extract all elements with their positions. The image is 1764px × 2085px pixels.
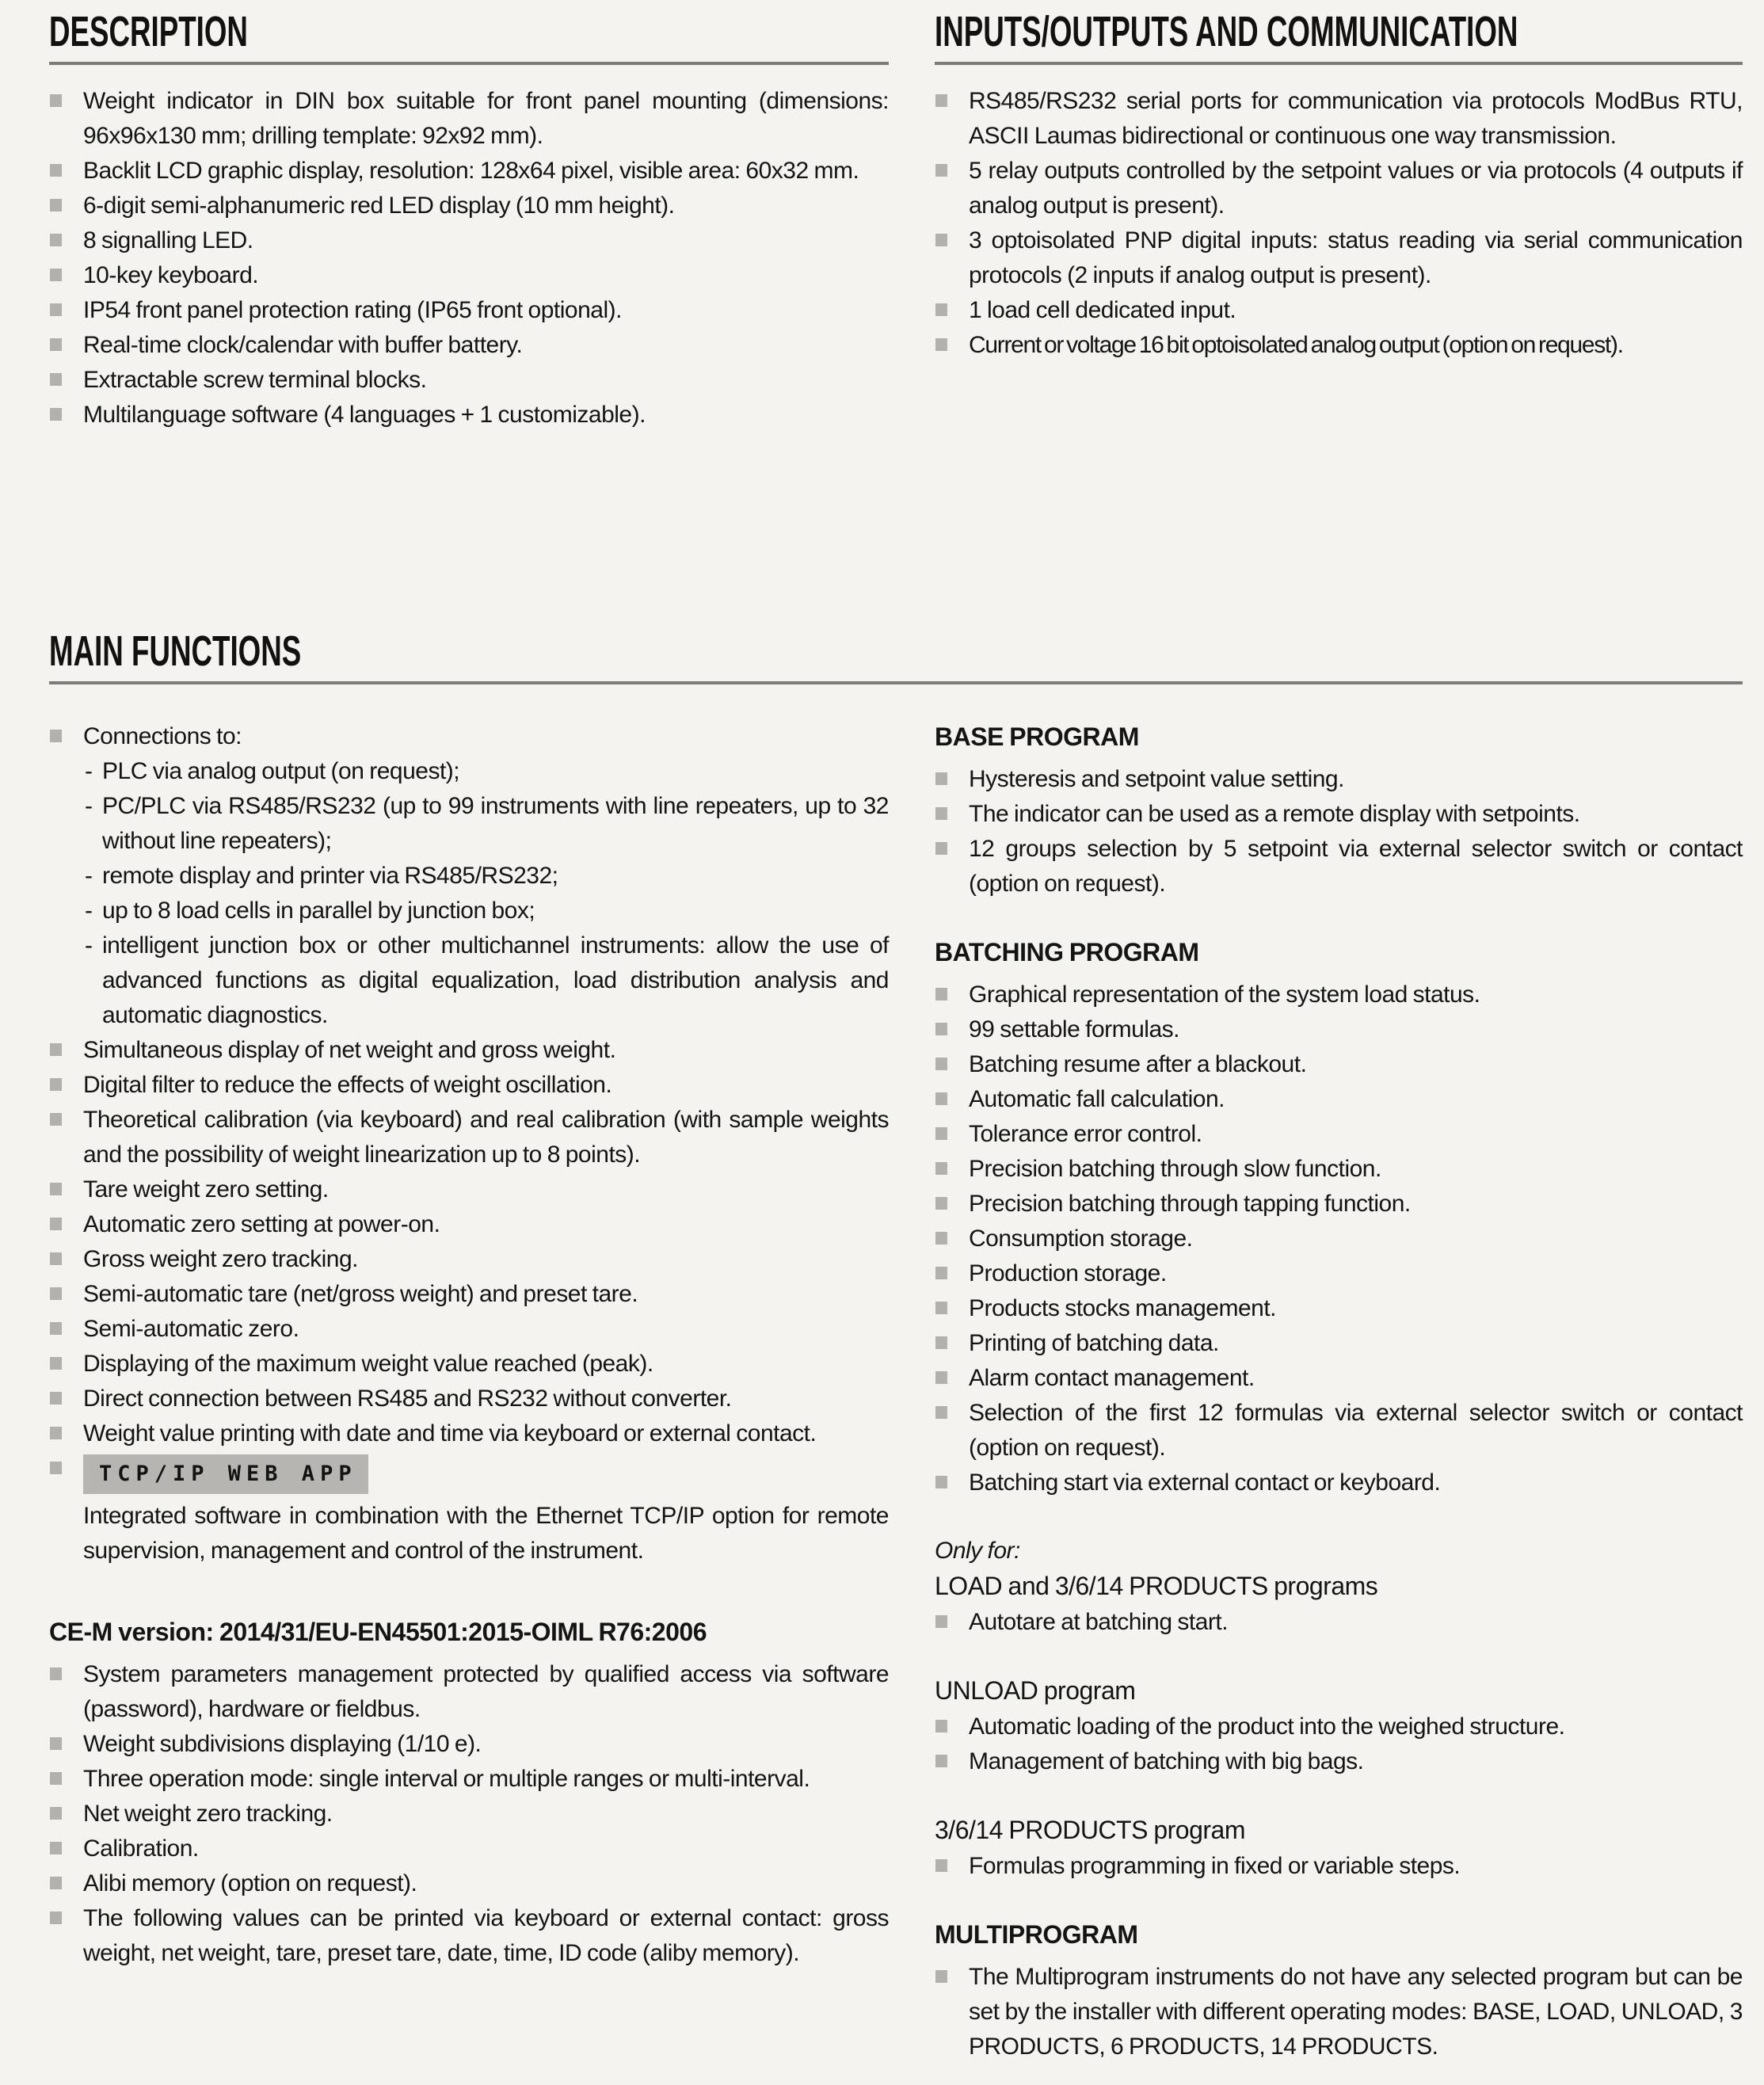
- unload-program-list: [935, 1710, 1743, 1779]
- tcpip-web-app-badge: TCP/IP WEB APP: [83, 1454, 368, 1494]
- main-functions-list: [49, 719, 889, 1569]
- list-item: Batching resume after a blackout.: [935, 1047, 1743, 1082]
- main-functions-left-column: [49, 719, 889, 1971]
- list-item: The indicator can be used as a remote display with setpoints.: [935, 797, 1743, 832]
- divider-rule: [49, 681, 1743, 684]
- divider-rule: [49, 62, 889, 65]
- list-item: 10-key keyboard.: [49, 258, 889, 293]
- list-item: Gross weight zero tracking.: [49, 1242, 889, 1277]
- sub-list-item: - intelligent junction box or other multichannel instruments: allow the use of advanced functions as digital equalization, load distribution analysis and automatic diagnostics.: [83, 928, 889, 1033]
- connections-sublist: [83, 754, 889, 1033]
- load-products-list: [935, 1605, 1743, 1640]
- list-item: Multilanguage software (4 languages + 1 customizable).: [49, 398, 889, 433]
- list-item: Weight indicator in DIN box suitable for front panel mounting (dimensions: 96x96x130 mm; drilling template: 92x92 mm).: [49, 84, 889, 154]
- list-item: Printing of batching data.: [935, 1326, 1743, 1361]
- list-item: Tolerance error control.: [935, 1117, 1743, 1152]
- list-item: Automatic zero setting at power-on.: [49, 1207, 889, 1242]
- list-item: Tare weight zero setting.: [49, 1172, 889, 1207]
- list-item: Weight value printing with date and time via keyboard or external contact.: [49, 1416, 889, 1451]
- list-item: Simultaneous display of net weight and gross weight.: [49, 1033, 889, 1068]
- list-item-connections: [49, 719, 889, 1033]
- list-item: 8 signalling LED.: [49, 223, 889, 258]
- list-item: Extractable screw terminal blocks.: [49, 363, 889, 398]
- list-item: Batching start via external contact or keyboard.: [935, 1466, 1743, 1500]
- unload-program-heading: UNLOAD program: [935, 1676, 1136, 1705]
- list-item: Alibi memory (option on request).: [49, 1866, 889, 1901]
- list-item: Formulas programming in fixed or variable steps.: [935, 1849, 1743, 1884]
- batching-program-list: [935, 978, 1743, 1500]
- list-item: 1 load cell dedicated input.: [935, 293, 1743, 328]
- list-item: Production storage.: [935, 1256, 1743, 1291]
- list-item: Precision batching through slow function.: [935, 1152, 1743, 1187]
- list-item: The following values can be printed via keyboard or external contact: gross weight, net weight, tare, preset tare, date, time, ID code (aliby memory).: [49, 1901, 889, 1971]
- divider-rule: [935, 62, 1743, 65]
- sub-list-item: - up to 8 load cells in parallel by junction box;: [83, 894, 889, 928]
- tcpip-description: Integrated software in combination with the Ethernet TCP/IP option for remote supervision, management and control of the instrument.: [83, 1503, 889, 1564]
- list-item: Semi-automatic zero.: [49, 1312, 889, 1347]
- list-item: 6-digit semi-alphanumeric red LED display (10 mm height).: [49, 189, 889, 223]
- section-title-main-functions: MAIN FUNCTIONS: [49, 627, 302, 675]
- cem-version-heading: CE-M version: 2014/31/EU-EN45501:2015-OIML R76:2006: [49, 1618, 707, 1646]
- list-item: System parameters management protected by qualified access via software (password), hardware or fieldbus.: [49, 1657, 889, 1727]
- load-products-heading: LOAD and 3/6/14 PRODUCTS programs: [935, 1572, 1378, 1600]
- list-item: Displaying of the maximum weight value reached (peak).: [49, 1347, 889, 1382]
- list-item: Digital filter to reduce the effects of weight oscillation.: [49, 1068, 889, 1103]
- list-item: Real-time clock/calendar with buffer battery.: [49, 328, 889, 363]
- list-item: Weight subdivisions displaying (1/10 e).: [49, 1727, 889, 1762]
- base-program-heading: BASE PROGRAM: [935, 722, 1139, 751]
- section-title-description: DESCRIPTION: [49, 8, 248, 55]
- list-item: Hysteresis and setpoint value setting.: [935, 762, 1743, 797]
- list-item: 5 relay outputs controlled by the setpoint values or via protocols (4 outputs if analog output is present).: [935, 154, 1743, 223]
- list-item: Calibration.: [49, 1832, 889, 1866]
- sub-list-item: - PLC via analog output (on request);: [83, 754, 889, 789]
- list-item: Graphical representation of the system load status.: [935, 978, 1743, 1012]
- sub-list-item: - remote display and printer via RS485/RS232;: [83, 859, 889, 894]
- connections-label: Connections to:: [83, 723, 242, 749]
- batching-program-heading: BATCHING PROGRAM: [935, 938, 1199, 966]
- list-item: Selection of the first 12 formulas via external selector switch or contact (option on request).: [935, 1396, 1743, 1466]
- top-sections: [49, 8, 1743, 631]
- list-item: 12 groups selection by 5 setpoint via external selector switch or contact (option on request).: [935, 832, 1743, 901]
- list-item: 99 settable formulas.: [935, 1012, 1743, 1047]
- list-item: The Multiprogram instruments do not have any selected program but can be set by the installer with different operating modes: BASE, LOAD, UNLOAD, 3 PRODUCTS, 6 PRODUCTS, 14 PRODUCTS.: [935, 1960, 1743, 2064]
- section-description: [49, 8, 889, 433]
- list-item: Direct connection between RS485 and RS232 without converter.: [49, 1382, 889, 1416]
- io-list: [935, 84, 1743, 363]
- sub-list-item: - PC/PLC via RS485/RS232 (up to 99 instruments with line repeaters, up to 32 without line repeaters);: [83, 789, 889, 859]
- list-item: Alarm contact management.: [935, 1361, 1743, 1396]
- list-item: Semi-automatic tare (net/gross weight) and preset tare.: [49, 1277, 889, 1312]
- list-item-tcpip: [49, 1451, 889, 1569]
- section-title-io: INPUTS/OUTPUTS AND COMMUNICATION: [935, 8, 1518, 55]
- list-item: Automatic fall calculation.: [935, 1082, 1743, 1117]
- products-program-heading: 3/6/14 PRODUCTS program: [935, 1816, 1245, 1844]
- description-list: [49, 84, 889, 433]
- base-program-list: [935, 762, 1743, 901]
- list-item: RS485/RS232 serial ports for communication via protocols ModBus RTU, ASCII Laumas bidirectional or continuous one way transmission.: [935, 84, 1743, 154]
- multiprogram-heading: MULTIPROGRAM: [935, 1920, 1138, 1949]
- section-main-functions-header: [49, 627, 1743, 684]
- list-item: Precision batching through tapping function.: [935, 1187, 1743, 1222]
- main-functions-right-column: [935, 719, 1743, 2064]
- multiprogram-list: [935, 1960, 1743, 2064]
- only-for-note: Only for:: [935, 1538, 1020, 1564]
- list-item: Current or voltage 16 bit optoisolated analog output (option on request).: [935, 328, 1743, 363]
- list-item: Autotare at batching start.: [935, 1605, 1743, 1640]
- products-program-list: [935, 1849, 1743, 1884]
- section-io-communication: [935, 8, 1743, 363]
- list-item: 3 optoisolated PNP digital inputs: status reading via serial communication protocols (2 inputs if analog output is present).: [935, 223, 1743, 293]
- list-item: Theoretical calibration (via keyboard) and real calibration (with sample weights and the possibility of weight linearization up to 8 points).: [49, 1103, 889, 1172]
- main-functions-columns: [49, 719, 1743, 2064]
- list-item: Automatic loading of the product into the weighed structure.: [935, 1710, 1743, 1744]
- list-item: Net weight zero tracking.: [49, 1797, 889, 1832]
- list-item: IP54 front panel protection rating (IP65 front optional).: [49, 293, 889, 328]
- list-item: Products stocks management.: [935, 1291, 1743, 1326]
- list-item: Backlit LCD graphic display, resolution: 128x64 pixel, visible area: 60x32 mm.: [49, 154, 889, 189]
- list-item: Consumption storage.: [935, 1222, 1743, 1256]
- cem-list: [49, 1657, 889, 1971]
- list-item: Management of batching with big bags.: [935, 1744, 1743, 1779]
- list-item: Three operation mode: single interval or multiple ranges or multi-interval.: [49, 1762, 889, 1797]
